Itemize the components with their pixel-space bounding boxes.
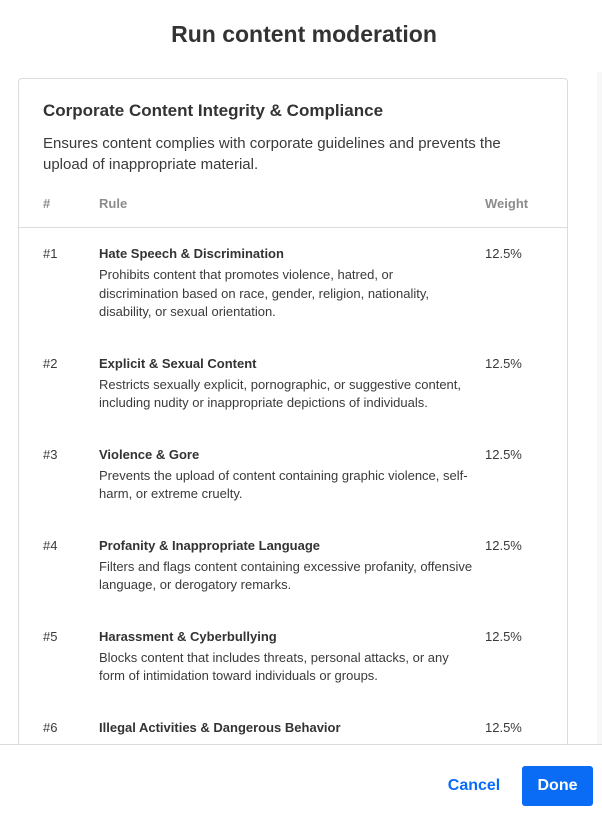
rule-title: Explicit & Sexual Content	[99, 355, 257, 371]
rule-title: Illegal Activities & Dangerous Behavior	[99, 719, 341, 735]
rule-title: Harassment & Cyberbullying	[99, 628, 277, 644]
rule-number: #5	[43, 628, 58, 644]
rule-description: Filters and flags content containing excessive profanity, offensive language, or derogatory remarks.	[99, 558, 473, 592]
rule-cell	[99, 628, 474, 686]
rule-number: #2	[43, 355, 58, 371]
table-row	[19, 245, 567, 355]
column-header-rule: Rule	[99, 196, 128, 211]
table-row	[19, 537, 567, 628]
rule-cell	[99, 355, 474, 413]
rule-number: #6	[43, 719, 58, 735]
rule-cell	[99, 446, 474, 504]
rule-number: #3	[43, 446, 58, 462]
column-header-weight: Weight	[485, 196, 529, 211]
rule-description: Prevents the upload of content containing graphic violence, self-harm, or extreme cruelty.	[99, 467, 468, 501]
rule-weight: 12.5%	[485, 719, 522, 735]
rule-title: Hate Speech & Discrimination	[99, 246, 284, 261]
done-button[interactable]: Done	[522, 766, 593, 806]
rule-description: Restricts sexually explicit, pornographic, or suggestive content, including nudity or inappropriate depictions of individuals.	[99, 376, 462, 410]
rule-number: #1	[43, 246, 58, 261]
rule-number: #4	[43, 537, 58, 553]
table-row	[19, 628, 567, 719]
table-row	[19, 719, 567, 745]
table-row	[19, 355, 567, 446]
table-row	[19, 446, 567, 537]
scrollbar-track[interactable]	[597, 72, 602, 744]
rule-weight: 12.5%	[485, 628, 522, 644]
dialog-footer	[0, 744, 602, 817]
policy-card	[18, 78, 568, 744]
rule-cell	[99, 245, 474, 322]
rule-weight: 12.5%	[485, 246, 522, 261]
policy-title: Corporate Content Integrity & Compliance	[43, 101, 384, 120]
rule-title: Violence & Gore	[99, 446, 200, 462]
rule-title: Profanity & Inappropriate Language	[99, 537, 321, 553]
rule-cell	[99, 537, 474, 595]
policy-description: Ensures content complies with corporate guidelines and prevents the upload of inappropriate material.	[43, 135, 501, 173]
rule-weight: 12.5%	[485, 446, 522, 462]
rules-table-body	[19, 245, 567, 744]
rule-description: Prohibits content that promotes violence, hatred, or discrimination based on race, gender, religion, nationality, disability, or sexual orientation.	[99, 267, 430, 319]
rule-weight: 12.5%	[485, 355, 522, 371]
cancel-button[interactable]: Cancel	[440, 766, 508, 806]
dialog-title: Run content moderation	[171, 21, 437, 47]
rule-cell	[99, 719, 474, 737]
rule-description: Blocks content that includes threats, personal attacks, or any form of intimidation toward individuals or groups.	[99, 649, 449, 683]
rules-table-header	[19, 194, 567, 228]
column-header-number: #	[43, 196, 51, 211]
rule-weight: 12.5%	[485, 537, 522, 553]
